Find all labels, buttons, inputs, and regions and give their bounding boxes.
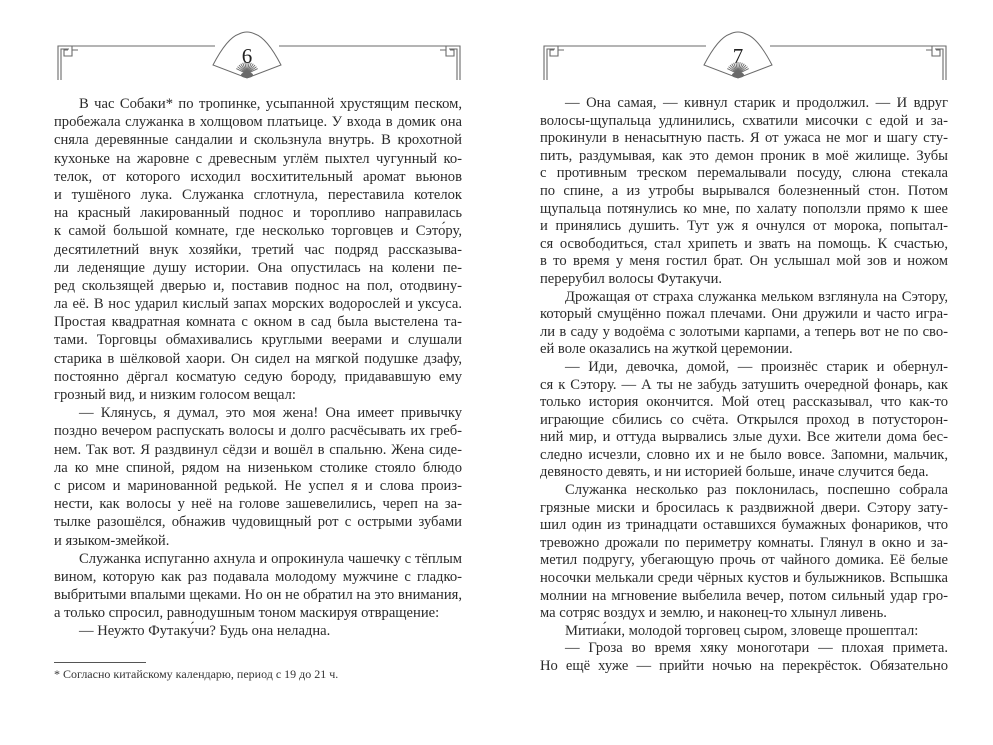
- text-line: тылке разошёлся, обнажив чудовищный рот с острыми зубами: [54, 514, 462, 531]
- text-line: поздно вечером распускать волосы и долго расчёсывать их греб-: [54, 423, 462, 440]
- text-line: шил один из тринадцати оставшихся бумажных фонариков, что: [540, 517, 948, 534]
- text-line: тами. Торговцы обмахивались круглыми веерами и слушали: [54, 332, 462, 349]
- text-line: Митиа́ки, молодой торговец сыром, зловеще прошептал:: [565, 622, 919, 639]
- text-line: Служанка испуганно ахнула и опрокинула чашечку с тёплым: [79, 550, 462, 567]
- text-line: тревожно дрожали по периметру комнаты. Глянул в окно и за-: [540, 534, 948, 551]
- text-line: В час Собаки* по тропинке, усыпанной хрустящим песком,: [79, 96, 462, 112]
- text-line: который смущённо пожал плечами. Они дружили и часто игра-: [540, 306, 948, 323]
- text-line: волосы-щупальца удлинились, схватили мисочки с едой и за-: [540, 112, 948, 129]
- text-line: сняла деревянные сандалии и скользнула внутрь. В крохотной: [54, 132, 462, 149]
- page-right: [540, 0, 950, 745]
- text-line: кухоньке на жаровне с древесным углём пыхтел чугунный ко-: [54, 150, 462, 167]
- text-line: старика в шёлковой хаори. Он сидел на мягкой подушке дзафу,: [54, 350, 462, 367]
- page-body: [54, 95, 462, 641]
- text-line: прокинули в ненасытную пасть. Я от ужаса не мог и шагу сту-: [540, 130, 948, 147]
- text-line: ла ко мне спиной, рядом на низеньком столике стояло блюдо: [54, 459, 462, 476]
- text-line: ла её. В нос ударил кислый запах морских водорослей и уксуса.: [54, 296, 462, 313]
- text-line: Но ещё хуже — прийти ночью на перекрёсток. Обязательно: [540, 658, 948, 674]
- text-line: постоянно дёргал косматую седую бороду, придававшую ему: [54, 368, 462, 385]
- text-line: следно исчезли, словно их и не было вовсе. Запомни, мальчик,: [540, 446, 948, 463]
- text-line: ся освободиться, стал хрипеть и звать на помощь. К счастью,: [540, 235, 948, 252]
- text-line: в то время у меня гостил брат. Он услышал мой зов и ножом: [540, 253, 948, 270]
- text-line: а только спросил, равнодушным тоном маскируя отвращение:: [54, 605, 440, 622]
- text-line: ний мир, и оттуда вырвались злые духи. Все жители дома бес-: [540, 429, 948, 446]
- text-line: играющие сбились со счёта. Открылся проход в потусторон-: [540, 411, 948, 428]
- text-line: и тушёного лука. Служанка сглотнула, переставила котелок: [54, 186, 462, 203]
- text-line: ся к Сэтору. — А ты не забудь затушить очередной фонарь, как: [540, 376, 948, 393]
- text-line: — Гроза во время хяку моноготари — плохая примета.: [565, 640, 948, 657]
- text-line: и принялись душить. Тут уж я очнулся от морока, попытал-: [540, 218, 948, 235]
- text-line: десятилетний внук хозяйки, третий час подряд рассказыва-: [54, 241, 462, 258]
- text-line: на красный лакированный поднос и торопливо направилась: [54, 205, 462, 222]
- page-left: [54, 0, 464, 745]
- page-number: 6: [241, 44, 253, 68]
- text-line: нести, как волосы у неё на голове зашевелились, череп на за-: [54, 496, 462, 513]
- text-line: ма сотряс воздух и землю, и наконец-то хлынул ливень.: [540, 605, 887, 622]
- text-line: нем. Так вот. Я раздвинул сёдзи и вошёл в спальню. Жена сиде-: [54, 441, 462, 458]
- page-header: [540, 28, 950, 88]
- text-line: девяносто девять, и ни историей больше, иначе случится беда.: [540, 464, 929, 481]
- text-line: Дрожащая от страха служанка мельком взглянула на Сэтору,: [565, 288, 948, 305]
- page-body: [540, 95, 948, 676]
- text-line: грязные миски и бросилась к раздвижной двери. Сэтору зату-: [540, 499, 948, 516]
- fret-corner-icon: [58, 46, 78, 80]
- text-line: только история окончится. Мой отец рассказывал, что как-то: [540, 394, 948, 411]
- footnote: * Согласно китайскому календарю, период с 19 до 21 ч.: [54, 667, 339, 681]
- text-line: щупальца потянулись ко мне, по халату поползли прямо к шее: [540, 200, 948, 217]
- text-line: ли в саду у водоёма с золотыми карпами, а теперь вот не по сво-: [540, 323, 948, 340]
- text-line: ли леденящие душу истории. Она опустилась на колени пе-: [54, 259, 462, 276]
- text-line: с противным треском перемалывали посуду, слюна стекала: [540, 165, 948, 182]
- text-line: по спине, а из утробы вырывался болезненный стон. Потом: [540, 182, 948, 199]
- text-line: телок, от которого исходил восхитительный аромат вьюнов: [54, 168, 462, 185]
- text-line: — Неужто Футаку́чи? Будь она неладна.: [79, 623, 331, 640]
- fret-corner-icon: [440, 46, 460, 80]
- text-line: Простая квадратная комната с окном в сад была выстелена та-: [54, 314, 462, 331]
- text-line: молнии на мгновение выбелила вечер, потом сильный удар гро-: [540, 587, 948, 604]
- text-line: ред скользящей дверью и, поставив поднос на пол, отодвину-: [54, 277, 462, 294]
- text-line: метил подругу, убегающую прочь от чайного домика. Её белые: [540, 552, 948, 569]
- page-header: [54, 28, 464, 88]
- footnote-divider: [54, 662, 146, 663]
- text-line: с рисом и маринованной редькой. Не успел я и слова произ-: [54, 477, 462, 494]
- text-line: к самой большой комнате, где несколько торговцев и Сэто́ру,: [54, 223, 462, 240]
- text-line: Служанка несколько раз поклонилась, поспешно собрала: [565, 482, 948, 499]
- text-line: — Иди, девочка, домой, — произнёс старик и обернул-: [565, 358, 948, 375]
- text-line: перерубил волосы Футакучи.: [540, 270, 723, 287]
- fret-corner-icon: [926, 46, 946, 80]
- text-line: — Она самая, — кивнул старик и продолжил. — И вдруг: [565, 95, 948, 111]
- text-line: вином, которую как раз подавала молодому мужчине с гладко-: [54, 568, 462, 585]
- text-line: ей воле оказались на жуткой церемонии.: [540, 341, 793, 358]
- text-line: пить, раздумывая, как это демон проник в моё жилище. Зубы: [540, 147, 948, 164]
- fret-corner-icon: [544, 46, 564, 80]
- text-line: носочки мелькали среди чёрных кустов и булыжников. Вспышка: [540, 570, 948, 587]
- page-number: 7: [732, 44, 744, 68]
- text-line: выбритыми впалыми щеками. Но он не обратил на это внимания,: [54, 587, 462, 604]
- text-line: и языком-змейкой.: [54, 532, 170, 549]
- text-line: грозный вид, и низким голосом вещал:: [54, 387, 296, 403]
- text-line: — Клянусь, я думал, это моя жена! Она имеет привычку: [79, 405, 462, 422]
- text-line: пробежала служанка в холщовом платьице. У входа в домик она: [54, 114, 462, 131]
